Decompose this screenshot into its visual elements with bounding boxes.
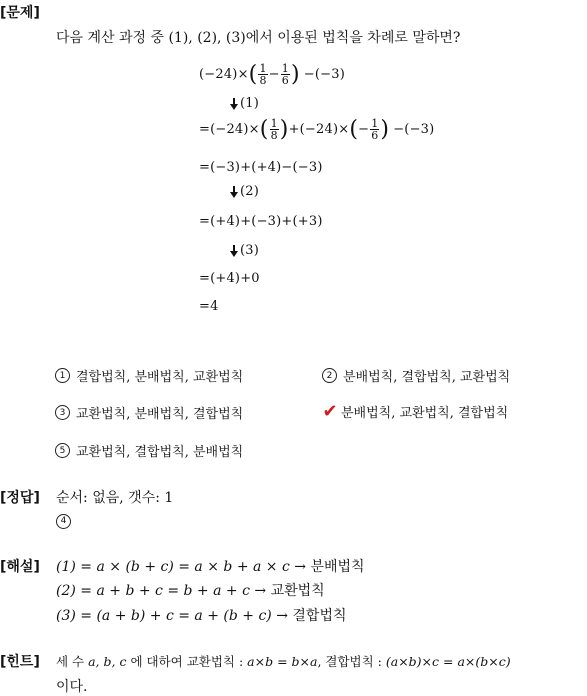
option-number: 3	[55, 405, 70, 420]
explanation-law: 분배법칙	[310, 559, 365, 575]
option-5[interactable]	[55, 441, 243, 460]
explanation-math: (1) = a × (b + c) = a × b + a × c →	[56, 559, 306, 575]
paren-close: )	[380, 117, 390, 142]
problem-label: [문제]	[0, 5, 40, 21]
frac-den: 6	[371, 129, 379, 142]
step-5: =4	[199, 299, 219, 314]
paren-close: )	[290, 62, 300, 87]
hint-line-1	[56, 652, 511, 670]
paren-open: (	[349, 117, 359, 142]
step-1-c: −(−3)	[393, 122, 435, 137]
hint-associative: (a×b)×c = a×(b×c)	[385, 654, 511, 669]
arrow-step-2	[230, 184, 259, 199]
step-1-b: +(−24)×	[288, 122, 350, 137]
option-2[interactable]	[322, 366, 510, 385]
down-arrow-icon	[230, 186, 238, 198]
fraction-1-6	[281, 63, 290, 86]
option-4[interactable]	[322, 401, 508, 422]
frac-den: 8	[270, 129, 278, 142]
step-1-a: =(−24)×	[199, 122, 260, 137]
answer-number: 4	[56, 514, 71, 529]
step-3: =(+4)+(−3)+(+3)	[199, 214, 323, 229]
hint-text: 세 수	[56, 654, 85, 669]
hint-label: [힌트]	[0, 654, 40, 670]
down-arrow-icon	[230, 98, 238, 110]
option-1[interactable]	[55, 366, 243, 385]
answer-label: [정답]	[0, 490, 40, 506]
frac-num: 1	[281, 62, 289, 75]
check-icon: ✔	[322, 401, 338, 422]
explanation-line-2	[56, 580, 325, 600]
arrow-label: (2)	[240, 184, 260, 199]
explanation-line-3	[56, 605, 347, 625]
hint-commutative: a×b = b×a	[247, 654, 318, 669]
question-text: 다음 계산 과정 중 (1), (2), (3)에서 이용된 법칙을 차례로 말하면?	[56, 30, 461, 46]
step-4: =(+4)+0	[199, 271, 260, 286]
option-number: 2	[322, 368, 337, 383]
explanation-math: (2) = a + b + c = b + a + c →	[56, 583, 267, 599]
explanation-law: 결합법칙	[292, 608, 347, 624]
step-0-b: −(−3)	[303, 67, 345, 82]
paren-open: (	[259, 117, 269, 142]
explanation-law: 교환법칙	[270, 583, 325, 599]
answer-line: 순서: 없음, 갯수: 1	[56, 490, 174, 506]
frac-den: 8	[259, 74, 267, 87]
explanation-line-1	[56, 556, 365, 576]
option-number: 5	[55, 443, 70, 458]
option-text: 결합법칙, 분배법칙, 교환법칙	[76, 370, 244, 385]
fraction-1-8	[258, 63, 267, 86]
step-0-a: (−24)×	[199, 67, 249, 82]
step-0	[199, 62, 345, 87]
step-0-minus: −	[268, 67, 280, 82]
option-3[interactable]	[55, 403, 243, 422]
step-1-neg: −	[358, 122, 370, 137]
frac-num: 1	[259, 62, 267, 75]
hint-text: , 결합법칙 :	[317, 654, 382, 669]
explanation-math: (3) = (a + b) + c = a + (b + c) →	[56, 608, 288, 624]
answer-choice	[56, 511, 71, 529]
frac-num: 1	[270, 117, 278, 130]
option-number: 1	[55, 368, 70, 383]
option-text: 교환법칙, 결합법칙, 분배법칙	[76, 445, 244, 460]
down-arrow-icon	[230, 245, 238, 257]
option-text: 분배법칙, 교환법칙, 결합법칙	[341, 406, 509, 421]
paren-close: )	[279, 117, 289, 142]
frac-den: 6	[281, 74, 289, 87]
arrow-label: (1)	[240, 96, 260, 111]
arrow-step-1	[230, 96, 259, 111]
explanation-label: [해설]	[0, 559, 40, 575]
hint-vars: a, b, c	[88, 654, 127, 669]
hint-line-2: 이다.	[56, 679, 88, 695]
hint-text: 에 대하여 교환법칙 :	[130, 654, 244, 669]
fraction-1-6	[370, 118, 379, 141]
arrow-label: (3)	[240, 243, 260, 258]
step-2: =(−3)+(+4)−(−3)	[199, 160, 323, 175]
fraction-1-8	[270, 118, 279, 141]
paren-open: (	[248, 62, 258, 87]
step-1	[199, 117, 434, 142]
option-text: 분배법칙, 결합법칙, 교환법칙	[343, 370, 511, 385]
frac-num: 1	[371, 117, 379, 130]
arrow-step-3	[230, 243, 259, 258]
option-text: 교환법칙, 분배법칙, 결합법칙	[76, 407, 244, 422]
